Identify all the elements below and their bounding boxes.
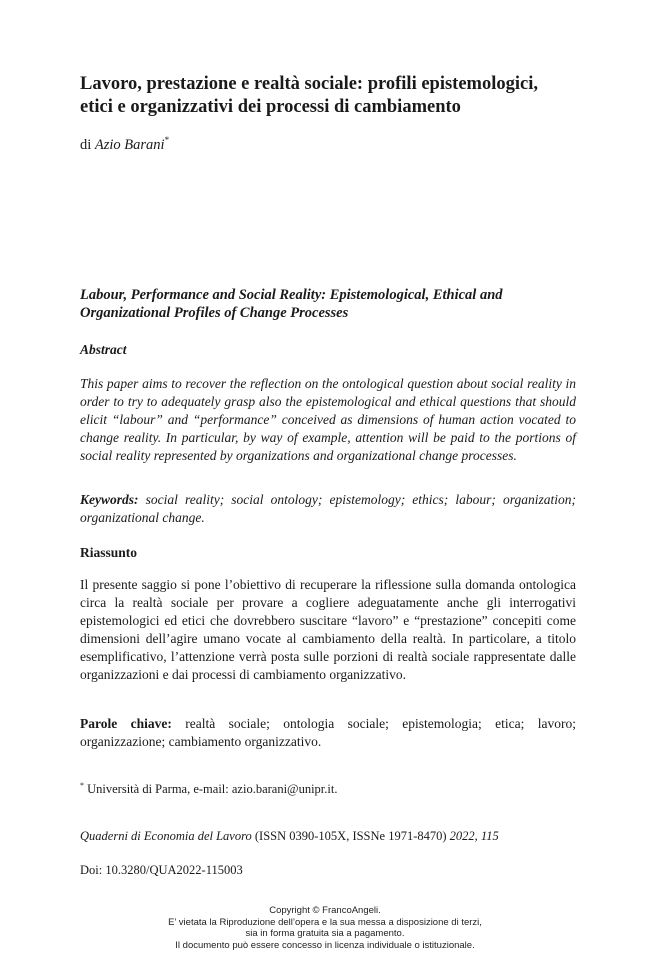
copyright-line-1: Copyright © FrancoAngeli. bbox=[269, 905, 381, 916]
copyright-line-3: sia in forma gratuita sia a pagamento. bbox=[245, 928, 405, 939]
journal-citation bbox=[80, 828, 499, 844]
article-title-line-1: Lavoro, prestazione e realtà sociale: profili epistemologici, bbox=[80, 74, 538, 94]
copyright-notice bbox=[0, 905, 650, 951]
journal-year-issue: 2022, 115 bbox=[449, 829, 499, 843]
keywords-label: Keywords: bbox=[80, 492, 139, 507]
riassunto-heading: Riassunto bbox=[80, 545, 138, 560]
doi: Doi: 10.3280/QUA2022-115003 bbox=[80, 863, 243, 877]
footnote-text: Università di Parma, e-mail: azio.barani@unipr.it. bbox=[84, 782, 338, 796]
journal-issn: (ISSN 0390-105X, ISSNe 1971-8470) bbox=[251, 829, 450, 843]
affiliation-footnote bbox=[80, 781, 337, 797]
parole-chiave-text: realtà sociale; ontologia sociale; epistemologia; etica; lavoro; organizzazione; cambiamento organizzativo. bbox=[80, 716, 576, 749]
article-title bbox=[80, 73, 580, 119]
english-title-line-1: Labour, Performance and Social Reality: Epistemological, Ethical and bbox=[80, 287, 503, 303]
copyright-line-2: E’ vietata la Riproduzione dell’opera e la sua messa a disposizione di terzi, bbox=[168, 916, 482, 928]
english-title bbox=[80, 286, 580, 322]
abstract-text: This paper aims to recover the reflection on the ontological question about social reality in order to try to adequately grasp also the epistemological and ethical questions that should elicit “labour” and “performance” conceived as dimensions of human action vocated to change reality. In particular, by way of example, attention will be paid to the portions of social reality represented by organizations and organizational change processes. bbox=[80, 376, 576, 463]
keywords-text: social reality; social ontology; epistemology; ethics; labour; organization; organizational change. bbox=[80, 492, 576, 525]
author-footnote-mark: * bbox=[164, 135, 170, 145]
author-name: Azio Barani bbox=[94, 137, 165, 153]
english-title-line-2: Organizational Profiles of Change Processes bbox=[80, 305, 349, 321]
copyright-line-4: Il documento può essere concesso in licenza individuale o istituzionale. bbox=[175, 939, 475, 951]
riassunto-text: Il presente saggio si pone l’obiettivo di recuperare la riflessione sulla domanda ontologica circa la realtà sociale per provare a cogliere adeguatamente anche gli interrogativi epistemologici ed etici che dovrebbero suscitare “lavoro” e “prestazione” concepiti come dimensioni dell’agire umano vocate al cambiamento della realtà. In particolare, a titolo esemplificativo, l’attenzione verrà posta sulle porzioni di realtà sociale rappresentate dalle organizzazioni e dai processi di cambiamento organizzativo. bbox=[80, 577, 576, 682]
parole-chiave-label: Parole chiave: bbox=[80, 716, 172, 731]
footnote-mark: * bbox=[80, 781, 84, 790]
keywords bbox=[80, 491, 576, 527]
article-title-line-2: etici e organizzativi dei processi di cambiamento bbox=[80, 97, 461, 117]
journal-name: Quaderni di Economia del Lavoro bbox=[80, 829, 252, 843]
abstract-heading: Abstract bbox=[80, 342, 127, 357]
author-line bbox=[80, 136, 169, 154]
author-prefix: di bbox=[80, 137, 95, 153]
parole-chiave bbox=[80, 715, 576, 751]
